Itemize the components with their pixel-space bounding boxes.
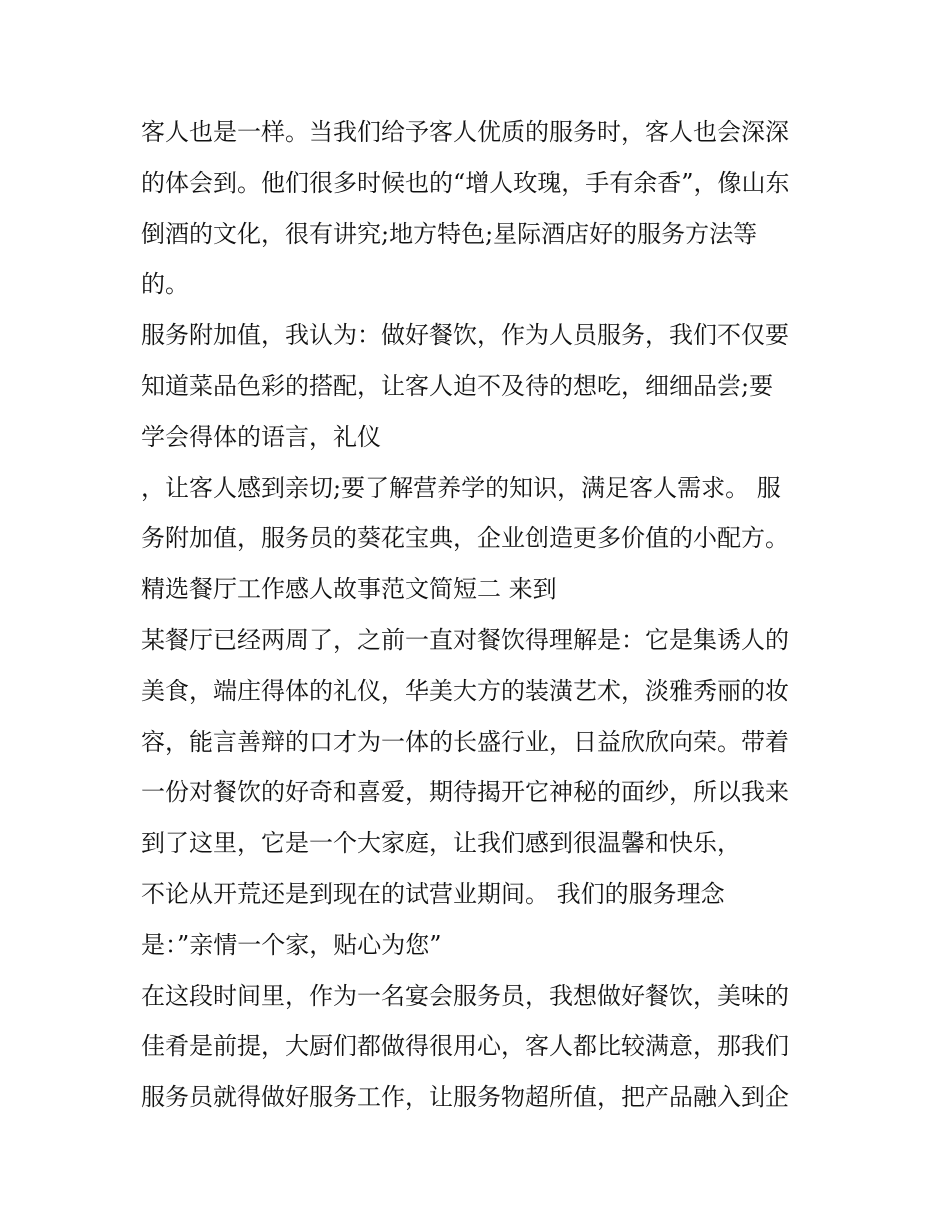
text-line: 不论从开荒还是到现在的试营业期间。 我们的服务理念 [141, 879, 725, 908]
text-line: 佳肴是前提，大厨们都做得很用心，客人都比较满意，那我们 [141, 1032, 789, 1061]
text-line: 是：”亲情一个家，贴心为您” [141, 930, 442, 959]
text-line: 到了这里，它是一个大家庭，让我们感到很温馨和快乐， [141, 829, 741, 858]
text-line: 客人也是一样。当我们给予客人优质的服务时，客人也会深深 [141, 118, 789, 146]
text-line: ，让客人感到亲切;要了解营养学的知识，满足客人需求。 服 [141, 473, 781, 502]
text-line: 在这段时间里，作为一名宴会服务员，我想做好餐饮，美味的 [141, 981, 789, 1010]
text-line: 的体会到。他们很多时候也的“增人玫瑰，手有余香”，像山东 [141, 168, 790, 197]
text-line: 务附加值，服务员的葵花宝典，企业创造更多价值的小配方。 [141, 524, 789, 553]
text-line: 容，能言善辩的口才为一体的长盛行业，日益欣欣向荣。带着 [141, 727, 789, 756]
document-body [141, 107, 821, 1123]
text-line: 某餐厅已经两周了，之前一直对餐饮得理解是：它是集诱人的 [141, 625, 789, 654]
text-line: 一份对餐饮的好奇和喜爱，期待揭开它神秘的面纱，所以我来 [141, 778, 789, 807]
text-line: 学会得体的语言，礼仪 [141, 422, 381, 451]
section-heading: 精选餐厅工作感人故事范文简短二 来到 [141, 575, 557, 604]
text-line: 服务附加值，我认为：做好餐饮，作为人员服务，我们不仅要 [141, 321, 789, 350]
text-line: 服务员就得做好服务工作，让服务物超所值，把产品融入到企 [141, 1083, 789, 1112]
text-line: 的。 [141, 270, 189, 299]
text-line: 美食，端庄得体的礼仪，华美大方的装潢艺术，淡雅秀丽的妆 [141, 676, 789, 705]
text-line: 知道菜品色彩的搭配，让客人迫不及待的想吃，细细品尝;要 [141, 371, 774, 400]
text-line: 倒酒的文化，很有讲究;地方特色;星际酒店好的服务方法等 [141, 219, 758, 248]
